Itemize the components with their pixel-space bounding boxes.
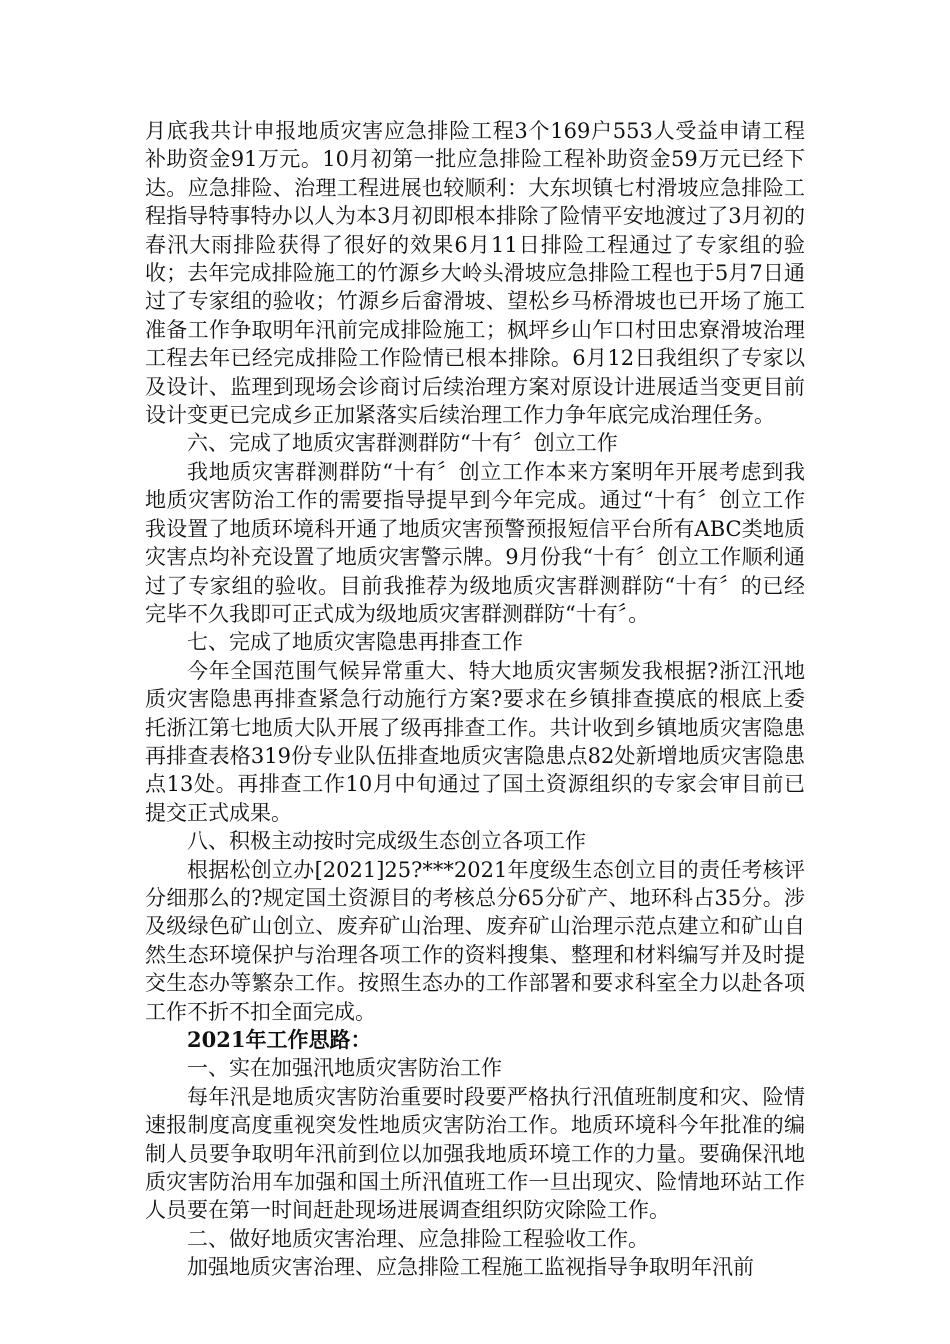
paragraph-ecology: 根据松创立办[2021]25?***2021年度级生态创立目的责任考核评分细那么的?规定国土资源目的考核总分65分矿产、地环科占35分。涉及级绿色矿山创立、废弃矿山治理、废弃矿山治理示范点建立和矿山自然生态环境保护与治理各项工作的资料搜集、整理和材料编写并及时提交生态办等繁杂工作。按照生态办的工作部署和要求科室全力以赴各项工作不折不扣全面完成。 bbox=[145, 857, 805, 1024]
paragraph-supervision: 加强地质灾害治理、应急排险工程施工监视指导争取明年汛前 bbox=[187, 1255, 754, 1280]
heading-plan-two: 二、做好地质灾害治理、应急排险工程验收工作。 bbox=[187, 1226, 649, 1251]
paragraph-re-inspection: 今年全国范围气候异常重大、特大地质灾害频发我根据?浙江汛地质灾害隐患再排查紧急行动施行方案?要求在乡镇排查摸底的根底上委托浙江第七地质大队开展了级再排查工作。共计收到乡镇地质灾害隐患再排查表格319份专业队伍排查地质灾害隐患点82处新增地质灾害隐患点13处。再排查工作10月中旬通过了国土资源组织的专家会审目前已提交正式成果。 bbox=[145, 658, 805, 825]
document-page bbox=[145, 117, 805, 1282]
heading-section-seven: 七、完成了地质灾害隐患再排查工作 bbox=[187, 630, 523, 655]
heading-plan-one: 一、实在加强汛地质灾害防治工作 bbox=[187, 1056, 502, 1081]
heading-work-plan: 2021年工作思路： bbox=[187, 1027, 372, 1052]
paragraph-flood-season: 每年汛是地质灾害防治重要时段要严格执行汛值班制度和灾、险情速报制度高度重视突发性地质灾害防治工作。地质环境科今年批准的编制人员要争取明年汛前到位以加强我地质环境工作的力量。要确保汛地质灾害防治用车加强和国土所汛值班工作一旦出现灾、险情地环站工作人员要在第一时间赶赴现场进展调查组织防灾除险工作。 bbox=[145, 1084, 805, 1223]
paragraph-ten-haves: 我地质灾害群测群防“十有〞创立工作本来方案明年开展考虑到我地质灾害防治工作的需要指导提早到今年完成。通过“十有〞创立工作我设置了地质环境科开通了地质灾害预警预报短信平台所有ABC类地质灾害点均补充设置了地质灾害警示牌。9月份我“十有〞创立工作顺利通过了专家组的验收。目前我推荐为级地质灾害群测群防“十有〞的已经完毕不久我即可正式成为级地质灾害群测群防“十有〞。 bbox=[145, 459, 805, 626]
heading-section-six: 六、完成了地质灾害群测群防“十有〞创立工作 bbox=[187, 431, 618, 456]
paragraph-emergency-projects: 月底我共计申报地质灾害应急排险工程3个169户553人受益申请工程补助资金91万元。10月初第一批应急排险工程补助资金59万元已经下达。应急排险、治理工程进展也较顺利：大东坝镇七村滑坡应急排险工程指导特事特办以人为本3月初即根本排除了险情平安地渡过了3月初的春汛大雨排险获得了很好的效果6月11日排险工程通过了专家组的验收；去年完成排险施工的竹源乡大岭头滑坡应急排险工程也于5月7日通过了专家组的验收；竹源乡后畲滑坡、望松乡马桥滑坡也已开场了施工准备工作争取明年汛前完成排险施工；枫坪乡山乍口村田忠寮滑坡治理工程去年已经完成排险工作险情已根本排除。6月12日我组织了专家以及设计、监理到现场会诊商讨后续治理方案对原设计进展适当变更目前设计变更已完成乡正加紧落实后续治理工作力争年底完成治理任务。 bbox=[145, 119, 805, 428]
heading-section-eight: 八、积极主动按时完成级生态创立各项工作 bbox=[187, 829, 586, 854]
